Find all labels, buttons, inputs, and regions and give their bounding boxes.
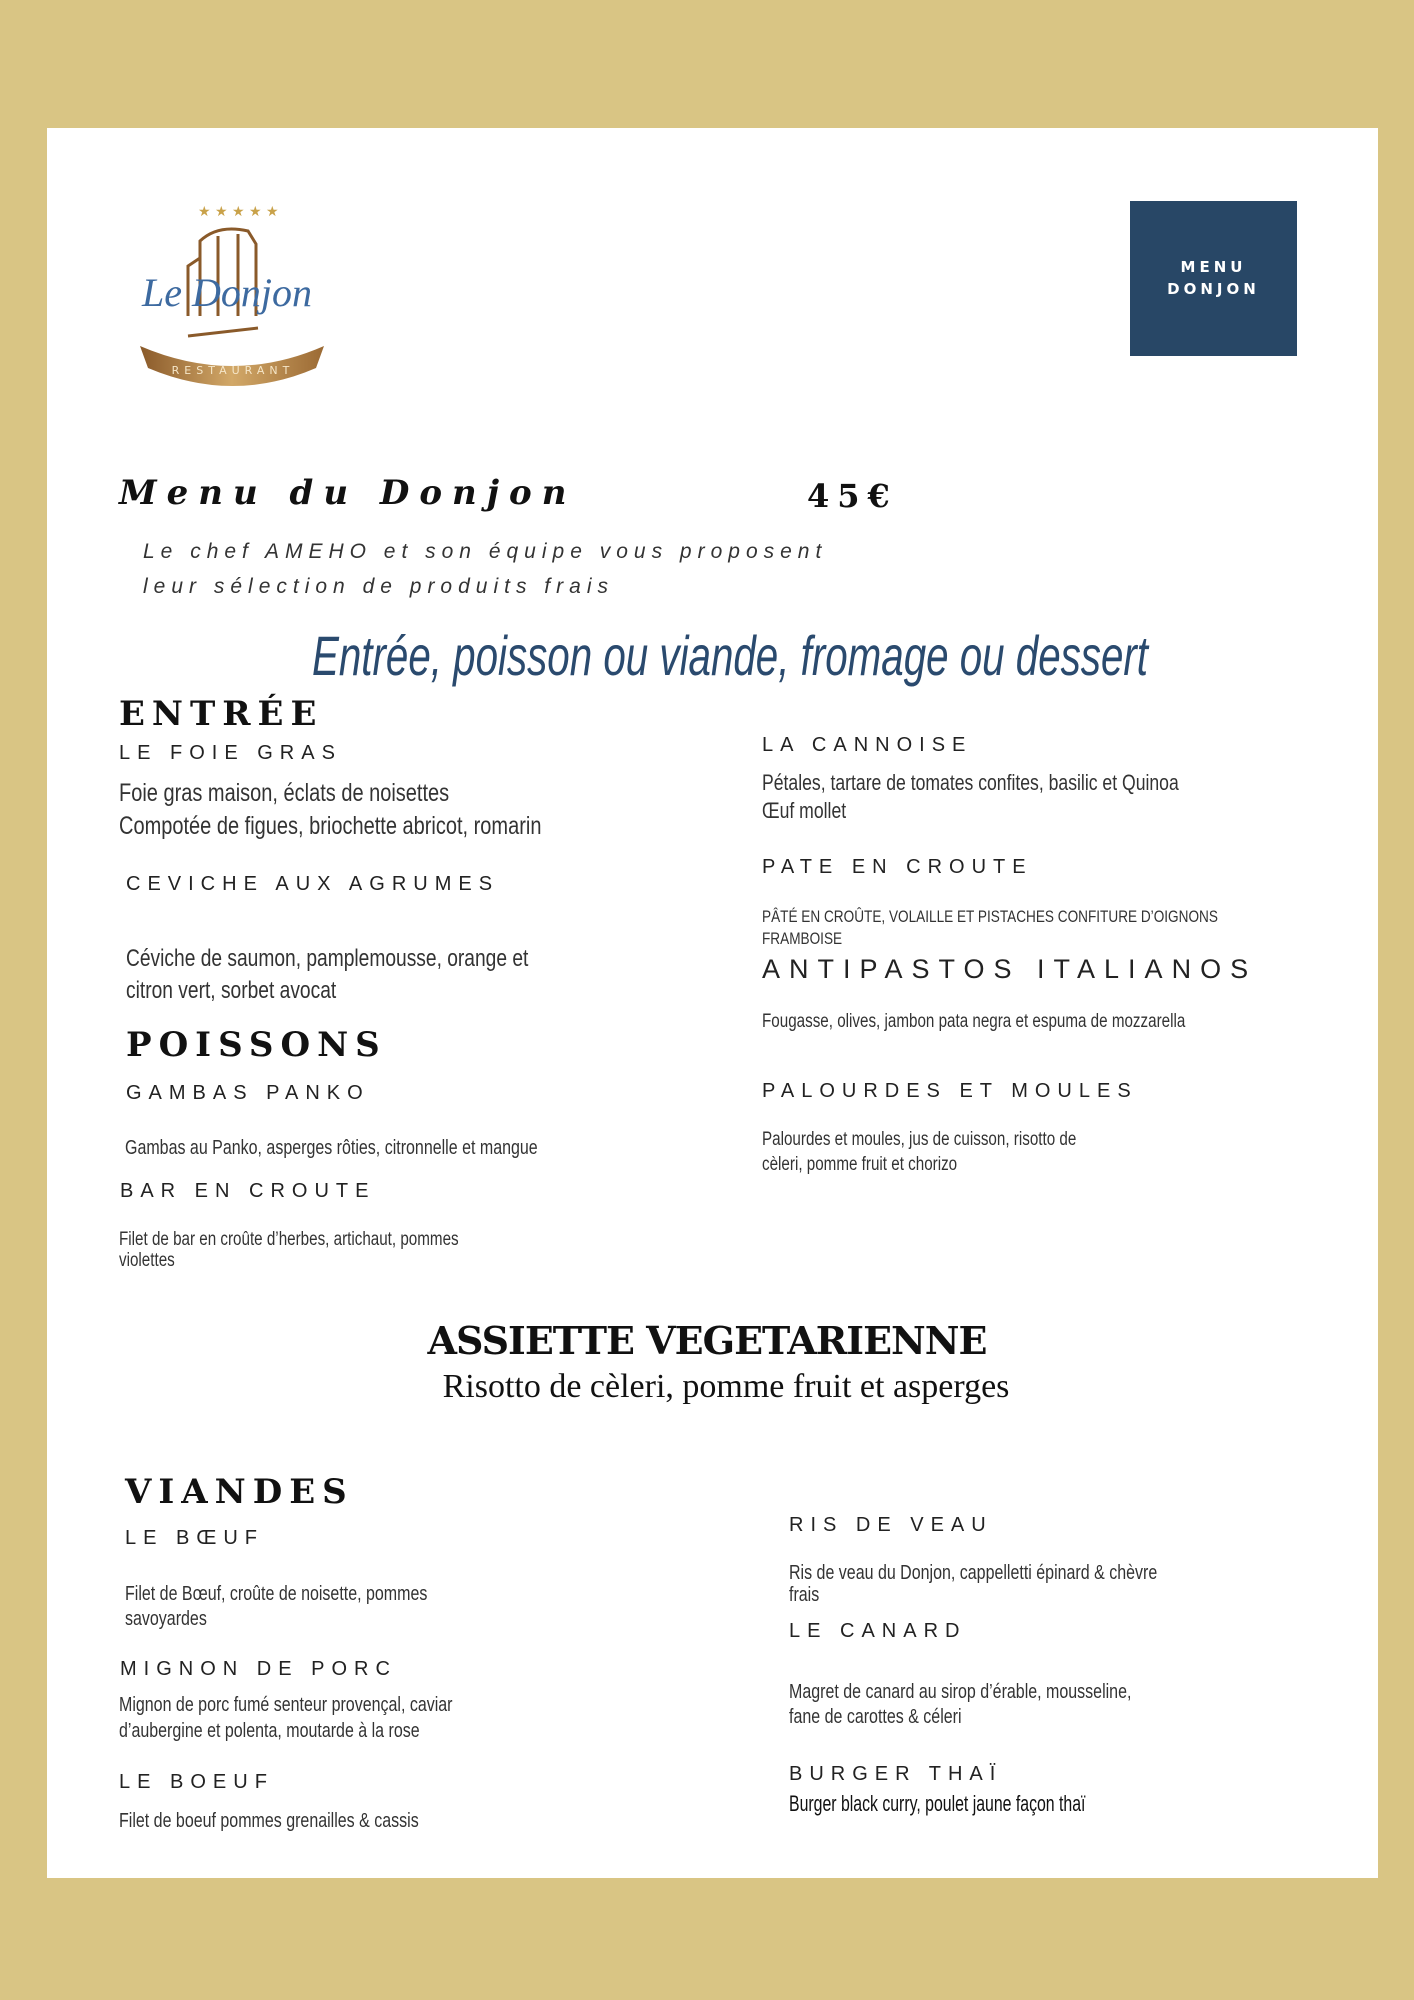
item-name: LE BŒUF [125,1527,265,1549]
menu-button-line2: DONJON [1167,279,1260,298]
item-name: LE CANARD [789,1620,967,1642]
section-viandes-title: VIANDES [125,1472,354,1512]
item-name: BURGER THAÏ [789,1763,1003,1785]
item-desc: Burger black curry, poulet jaune façon thaï [789,1791,1086,1816]
svg-text:Le Donjon: Le Donjon [142,270,312,315]
item-name: LE BOEUF [119,1771,274,1793]
stars-icon [198,204,279,220]
menu-price: 45€ [807,477,898,515]
item-desc: Foie gras maison, éclats de noisettes [119,779,450,807]
restaurant-logo [138,196,332,392]
item-name: LA CANNOISE [762,734,973,756]
item-desc: d’aubergine et polenta, moutarde à la rose [119,1720,420,1742]
formula-heading: Entrée, poisson ou viande, fromage ou dessert [311,624,1149,687]
item-desc: Filet de bar en croûte d’herbes, artichaut, pommes [119,1229,459,1250]
menu-button-line1: MENU [1180,257,1247,276]
menu-donjon-button[interactable] [1130,201,1297,356]
item-desc: Gambas au Panko, asperges rôties, citronnelle et mangue [125,1137,538,1159]
item-desc: citron vert, sorbet avocat [126,977,337,1004]
svg-text:RESTAURANT: RESTAURANT [171,364,295,377]
page-title: Menu du Donjon [119,473,577,513]
svg-text:★ ★ ★ ★ ★: ★ ★ ★ ★ ★ [198,204,279,220]
item-desc: cèleri, pomme fruit et chorizo [762,1154,958,1175]
item-desc: violettes [119,1250,175,1271]
item-desc: Œuf mollet [762,798,847,823]
item-desc: frais [789,1584,820,1606]
item-desc: FRAMBOISE [762,929,843,948]
item-desc: savoyardes [125,1608,207,1630]
section-entree-title: ENTRÉE [119,694,324,734]
item-desc: Mignon de porc fumé senteur provençal, caviar [119,1694,453,1716]
vegetarian-desc: Risotto de cèleri, pomme fruit et asperges [442,1368,1010,1405]
vegetarian-title: ASSIETTE VEGETARIENNE [427,1318,987,1363]
item-name: PALOURDES ET MOULES [762,1080,1138,1102]
item-desc: Céviche de saumon, pamplemousse, orange et [126,945,529,972]
item-name: RIS DE VEAU [789,1514,993,1536]
item-desc: Compotée de figues, briochette abricot, romarin [119,812,542,840]
item-desc: PÂTÉ EN CROÛTE, VOLAILLE ET PISTACHES CONFITURE D’OIGNONS [762,907,1218,926]
item-desc: Pétales, tartare de tomates confites, basilic et Quinoa [762,770,1179,795]
item-desc: Filet de boeuf pommes grenailles & cassis [119,1810,419,1832]
item-desc: fane de carottes & céleri [789,1706,962,1728]
item-name: BAR EN CROUTE [120,1180,376,1202]
item-name: LE FOIE GRAS [119,742,342,764]
subtitle-line2: leur sélection de produits frais [143,575,614,598]
item-name: GAMBAS PANKO [126,1082,370,1104]
subtitle-line1: Le chef AMEHO et son équipe vous proposent [143,540,828,563]
item-name: PATE EN CROUTE [762,856,1033,878]
item-desc: Filet de Bœuf, croûte de noisette, pommes [125,1583,428,1605]
item-desc: Magret de canard au sirop d’érable, mousseline, [789,1681,1132,1703]
item-desc: Fougasse, olives, jambon pata negra et espuma de mozzarella [762,1011,1186,1032]
item-name: MIGNON DE PORC [120,1658,397,1680]
item-desc: Palourdes et moules, jus de cuisson, risotto de [762,1129,1077,1150]
section-poissons-title: POISSONS [126,1025,387,1065]
item-name: ANTIPASTOS ITALIANOS [762,954,1258,984]
item-desc: Ris de veau du Donjon, cappelletti épinard & chèvre [789,1562,1158,1584]
item-name: CEVICHE AUX AGRUMES [126,873,500,895]
